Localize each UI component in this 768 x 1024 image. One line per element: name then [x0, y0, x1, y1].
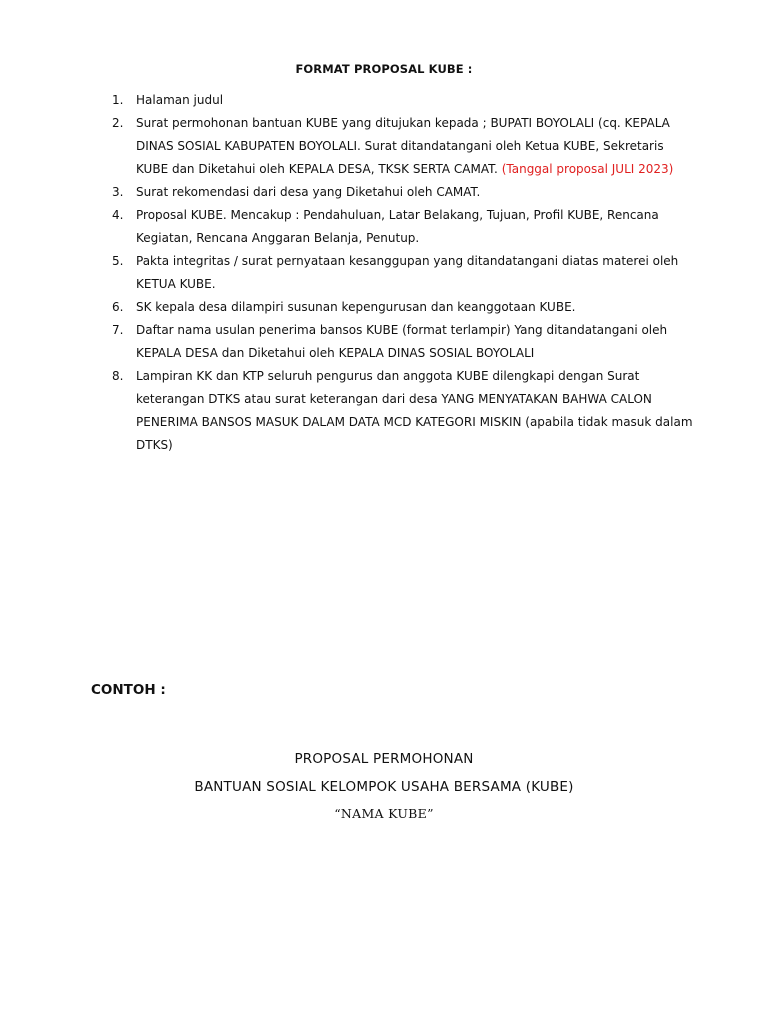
item-text: Daftar nama usulan penerima bansos KUBE (format terlampir) Yang ditandatangani oleh KEPALA DESA dan Diketahui oleh KEPALA DINAS SOSIAL BOYOLALI [136, 323, 668, 360]
item-text: SK kepala desa dilampiri susunan kepengurusan dan keanggotaan KUBE. [136, 300, 576, 314]
item-number: 6. [112, 300, 124, 314]
item-text: Surat rekomendasi dari desa yang Diketahui oleh CAMAT. [136, 185, 481, 199]
list-item [108, 296, 698, 319]
item-text: Surat permohonan bantuan KUBE yang ditujukan kepada ; BUPATI BOYOLALI (cq. KEPALA DINAS SOSIAL KABUPATEN BOYOLALI. Surat ditandatangani oleh Ketua KUBE, Sekretaris KUBE dan Diketahui oleh KEPALA DESA, TKSK SERTA CAMAT. [136, 116, 670, 176]
list-item [108, 89, 698, 112]
list-item [108, 319, 698, 365]
list-item [108, 365, 698, 457]
item-text: Lampiran KK dan KTP seluruh pengurus dan anggota KUBE dilengkapi dengan Surat keterangan DTKS atau surat keterangan dari desa YANG MENYATAKAN BAHWA CALON PENERIMA BANSOS MASUK DALAM DATA MCD KATEGORI MISKIN (apabila tidak masuk dalam DTKS) [136, 369, 693, 452]
item-text: Halaman judul [136, 93, 224, 107]
item-text: Pakta integritas / surat pernyataan kesanggupan yang ditandatangani diatas materei oleh KETUA KUBE. [136, 254, 679, 291]
item-number: 5. [112, 254, 124, 268]
item-number: 7. [112, 323, 124, 337]
format-title: FORMAT PROPOSAL KUBE : [295, 62, 473, 76]
item-text: Proposal KUBE. Mencakup : Pendahuluan, Latar Belakang, Tujuan, Profil KUBE, Rencana Kegiatan, Rencana Anggaran Belanja, Penutup. [136, 208, 659, 245]
item-number: 8. [112, 369, 124, 383]
proposal-heading-2: BANTUAN SOSIAL KELOMPOK USAHA BERSAMA (KUBE) [194, 779, 574, 795]
kube-name-placeholder: “NAMA KUBE” [334, 806, 434, 821]
requirements-list [108, 89, 698, 457]
item-number: 3. [112, 185, 124, 199]
proposal-heading-1: PROPOSAL PERMOHONAN [294, 751, 474, 767]
date-note: (Tanggal proposal JULI 2023) [501, 162, 674, 176]
example-label: CONTOH : [91, 682, 166, 698]
list-item [108, 204, 698, 250]
item-number: 4. [112, 208, 124, 222]
item-number: 1. [112, 93, 124, 107]
list-item [108, 181, 698, 204]
item-number: 2. [112, 116, 124, 130]
list-item [108, 250, 698, 296]
list-item [108, 112, 698, 181]
